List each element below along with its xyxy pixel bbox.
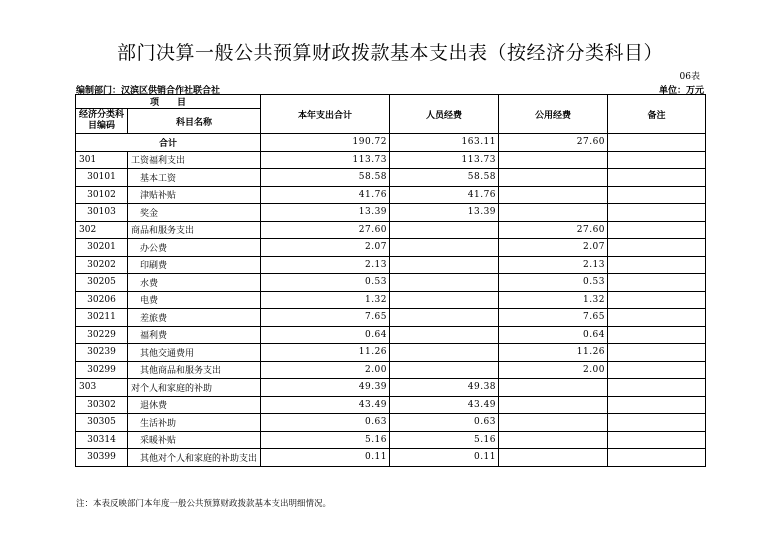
row-remark	[608, 169, 706, 187]
row-total: 0.11	[261, 449, 390, 467]
row-personnel: 0.11	[390, 449, 499, 467]
row-remark	[608, 151, 706, 169]
row-personnel: 49.38	[390, 379, 499, 397]
row-name: 其他交通费用	[128, 344, 261, 362]
table-row	[76, 239, 706, 257]
row-name: 奖金	[128, 204, 261, 222]
total-row	[76, 134, 706, 152]
row-code: 30103	[76, 204, 128, 222]
row-total: 5.16	[261, 431, 390, 449]
row-remark	[608, 204, 706, 222]
row-personnel	[390, 344, 499, 362]
row-total: 13.39	[261, 204, 390, 222]
total-label: 合计	[76, 134, 261, 152]
row-code: 30305	[76, 414, 128, 432]
row-code: 30205	[76, 274, 128, 292]
row-name: 其他商品和服务支出	[128, 361, 261, 379]
row-personnel: 0.63	[390, 414, 499, 432]
total-remark	[608, 134, 706, 152]
header-total: 本年支出合计	[261, 95, 390, 134]
row-total: 43.49	[261, 396, 390, 414]
row-name: 商品和服务支出	[128, 221, 261, 239]
table-row	[76, 204, 706, 222]
header-row-1	[76, 95, 706, 109]
row-personnel: 43.49	[390, 396, 499, 414]
table-row	[76, 256, 706, 274]
table-code: 06表	[679, 72, 700, 82]
table-row	[76, 186, 706, 204]
row-code: 30299	[76, 361, 128, 379]
row-name: 基本工资	[128, 169, 261, 187]
row-name: 津贴补贴	[128, 186, 261, 204]
row-name: 工资福利支出	[128, 151, 261, 169]
row-public	[499, 151, 608, 169]
table-row	[76, 169, 706, 187]
row-total: 2.07	[261, 239, 390, 257]
row-total: 11.26	[261, 344, 390, 362]
footnote: 注：本表反映部门本年度一般公共预算财政拨款基本支出明细情况。	[76, 499, 332, 509]
row-code: 302	[76, 221, 128, 239]
row-total: 0.63	[261, 414, 390, 432]
row-name: 退休费	[128, 396, 261, 414]
row-public: 11.26	[499, 344, 608, 362]
table-row	[76, 379, 706, 397]
row-total: 1.32	[261, 291, 390, 309]
table-row	[76, 151, 706, 169]
row-code: 30314	[76, 431, 128, 449]
row-personnel	[390, 256, 499, 274]
header-personnel: 人员经费	[390, 95, 499, 134]
header-code: 经济分类科目编码	[76, 109, 128, 134]
row-name: 办公费	[128, 239, 261, 257]
row-name: 其他对个人和家庭的补助支出	[128, 449, 261, 467]
row-name: 福利费	[128, 326, 261, 344]
row-remark	[608, 309, 706, 327]
row-code: 30211	[76, 309, 128, 327]
row-code: 30229	[76, 326, 128, 344]
table-row	[76, 274, 706, 292]
expenditure-table	[75, 94, 706, 467]
row-code: 30102	[76, 186, 128, 204]
row-remark	[608, 291, 706, 309]
row-personnel: 5.16	[390, 431, 499, 449]
page-title: 部门决算一般公共预算财政拨款基本支出表（按经济分类科目）	[116, 42, 663, 64]
unit-label: 单位：万元	[658, 86, 704, 96]
row-total: 41.76	[261, 186, 390, 204]
row-remark	[608, 431, 706, 449]
table-row	[76, 361, 706, 379]
row-remark	[608, 379, 706, 397]
total-public: 27.60	[499, 134, 608, 152]
row-public	[499, 414, 608, 432]
row-personnel	[390, 239, 499, 257]
row-total: 0.53	[261, 274, 390, 292]
row-remark	[608, 361, 706, 379]
row-remark	[608, 221, 706, 239]
row-public	[499, 396, 608, 414]
row-total: 7.65	[261, 309, 390, 327]
row-name: 生活补助	[128, 414, 261, 432]
row-public: 2.13	[499, 256, 608, 274]
row-code: 30101	[76, 169, 128, 187]
row-public: 1.32	[499, 291, 608, 309]
row-remark	[608, 414, 706, 432]
table-row	[76, 221, 706, 239]
header-name: 科目名称	[128, 109, 261, 134]
row-name: 电费	[128, 291, 261, 309]
row-name: 对个人和家庭的补助	[128, 379, 261, 397]
row-personnel	[390, 326, 499, 344]
row-name: 采暖补贴	[128, 431, 261, 449]
row-code: 30239	[76, 344, 128, 362]
row-public	[499, 169, 608, 187]
row-public	[499, 379, 608, 397]
row-code: 301	[76, 151, 128, 169]
row-personnel	[390, 274, 499, 292]
row-public	[499, 204, 608, 222]
row-public: 2.00	[499, 361, 608, 379]
table-row	[76, 449, 706, 467]
row-total: 58.58	[261, 169, 390, 187]
row-personnel	[390, 291, 499, 309]
row-remark	[608, 186, 706, 204]
row-remark	[608, 239, 706, 257]
row-code: 303	[76, 379, 128, 397]
row-personnel	[390, 309, 499, 327]
row-total: 2.13	[261, 256, 390, 274]
row-public: 0.64	[499, 326, 608, 344]
table-row	[76, 396, 706, 414]
row-total: 0.64	[261, 326, 390, 344]
row-remark	[608, 396, 706, 414]
row-personnel: 58.58	[390, 169, 499, 187]
table-row	[76, 414, 706, 432]
row-remark	[608, 256, 706, 274]
row-public: 7.65	[499, 309, 608, 327]
row-name: 差旅费	[128, 309, 261, 327]
row-public: 27.60	[499, 221, 608, 239]
row-remark	[608, 326, 706, 344]
row-code: 30206	[76, 291, 128, 309]
row-public: 0.53	[499, 274, 608, 292]
row-personnel: 13.39	[390, 204, 499, 222]
row-public	[499, 431, 608, 449]
table-row	[76, 431, 706, 449]
header-public: 公用经费	[499, 95, 608, 134]
row-remark	[608, 344, 706, 362]
row-total: 49.39	[261, 379, 390, 397]
row-code: 30201	[76, 239, 128, 257]
row-personnel: 113.73	[390, 151, 499, 169]
table-row	[76, 291, 706, 309]
header-remark: 备注	[608, 95, 706, 134]
row-public	[499, 186, 608, 204]
table-row	[76, 309, 706, 327]
row-personnel: 41.76	[390, 186, 499, 204]
row-personnel	[390, 361, 499, 379]
row-remark	[608, 449, 706, 467]
row-code: 30302	[76, 396, 128, 414]
row-name: 水费	[128, 274, 261, 292]
header-item: 项 目	[76, 95, 261, 109]
row-total: 27.60	[261, 221, 390, 239]
row-public	[499, 449, 608, 467]
row-code: 30202	[76, 256, 128, 274]
total-personnel: 163.11	[390, 134, 499, 152]
row-total: 2.00	[261, 361, 390, 379]
row-personnel	[390, 221, 499, 239]
department-label: 编制部门：汉滨区供销合作社联合社	[76, 86, 221, 96]
row-public: 2.07	[499, 239, 608, 257]
table-row	[76, 326, 706, 344]
row-remark	[608, 274, 706, 292]
row-code: 30399	[76, 449, 128, 467]
table-row	[76, 344, 706, 362]
total-total: 190.72	[261, 134, 390, 152]
row-total: 113.73	[261, 151, 390, 169]
row-name: 印刷费	[128, 256, 261, 274]
